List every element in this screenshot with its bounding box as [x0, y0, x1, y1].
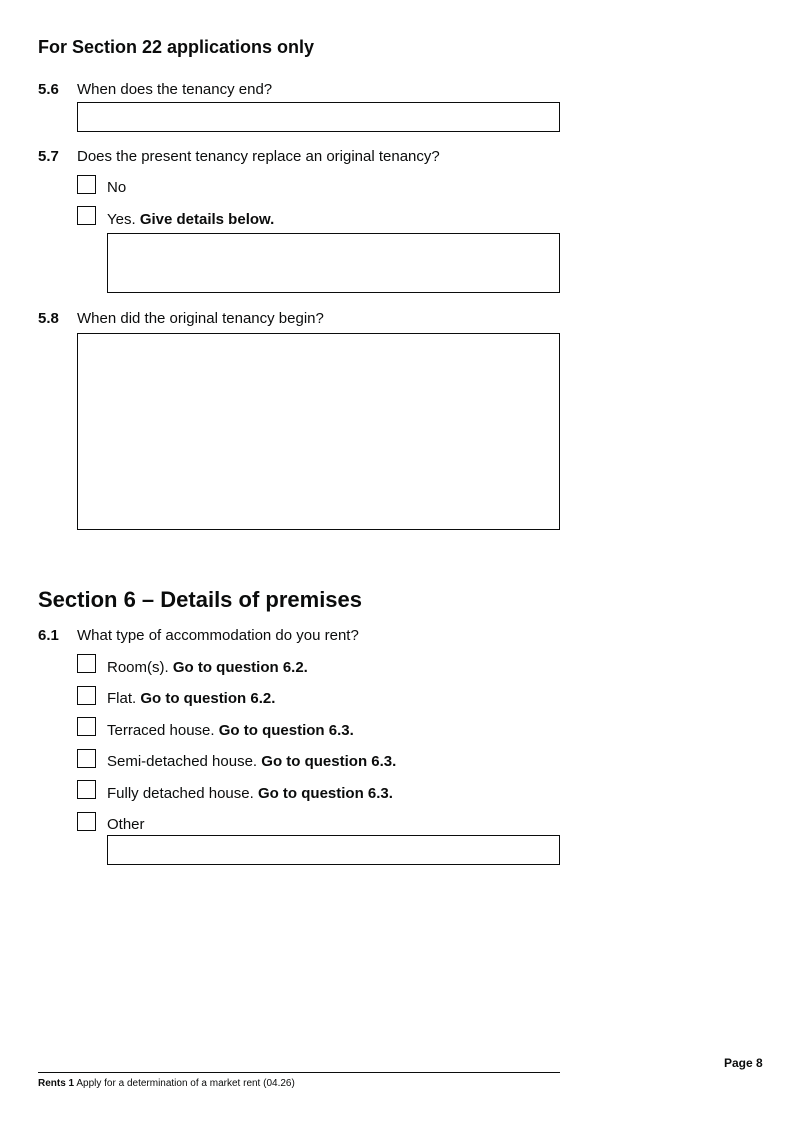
other-checkbox[interactable]	[77, 812, 96, 831]
fully-detached-house-checkbox[interactable]	[77, 780, 96, 799]
question-5-6-number: 5.6	[38, 81, 59, 98]
semi-detached-house-option	[107, 752, 396, 772]
footer-divider	[38, 1072, 560, 1073]
yes-option-instruction: Give details below.	[139, 211, 275, 228]
section22-heading: For Section 22 applications only	[38, 37, 315, 57]
footer-form-info	[38, 1077, 295, 1091]
question-5-7-text: Does the present tenancy replace an original tenancy?	[77, 148, 440, 165]
semi-detached-house-checkbox[interactable]	[77, 749, 96, 768]
terraced-house-checkbox[interactable]	[77, 717, 96, 736]
flat-checkbox[interactable]	[77, 686, 96, 705]
rooms-checkbox[interactable]	[77, 654, 96, 673]
option-label: Room(s).	[107, 659, 169, 676]
option-instruction: Go to question 6.2.	[172, 659, 308, 676]
question-5-6-text: When does the tenancy end?	[77, 81, 273, 98]
option-instruction: Go to question 6.2.	[140, 690, 276, 707]
question-5-7-number: 5.7	[38, 148, 59, 165]
option-label: Other	[107, 816, 145, 833]
original-tenancy-begin-input[interactable]	[77, 333, 560, 530]
option-label: Fully detached house.	[107, 785, 254, 802]
no-option-label: No	[107, 179, 127, 196]
fully-detached-house-option	[107, 784, 393, 804]
yes-option	[107, 210, 274, 230]
option-instruction: Go to question 6.3.	[261, 753, 397, 770]
question-5-8-number: 5.8	[38, 310, 59, 327]
terraced-house-option	[107, 721, 354, 741]
question-6-1-text: What type of accommodation do you rent?	[77, 627, 359, 644]
form-title: Apply for a determination of a market rent (04.26)	[76, 1078, 295, 1089]
no-checkbox[interactable]	[77, 175, 96, 194]
other-option	[107, 815, 145, 835]
option-instruction: Go to question 6.3.	[257, 785, 393, 802]
option-label: Terraced house.	[107, 722, 215, 739]
rooms-option	[107, 658, 308, 678]
tenancy-details-input[interactable]	[107, 233, 560, 293]
yes-option-label: Yes.	[107, 211, 136, 228]
yes-checkbox[interactable]	[77, 206, 96, 225]
section6-heading: Section 6 – Details of premises	[38, 587, 363, 612]
option-label: Flat.	[107, 690, 137, 707]
tenancy-end-input[interactable]	[77, 102, 560, 132]
question-6-1-number: 6.1	[38, 627, 59, 644]
option-instruction: Go to question 6.3.	[218, 722, 354, 739]
form-code: Rents 1	[38, 1078, 75, 1089]
page-number: Page 8	[724, 1056, 763, 1070]
question-5-8-text: When did the original tenancy begin?	[77, 310, 324, 327]
other-accommodation-input[interactable]	[107, 835, 560, 865]
option-label: Semi-detached house.	[107, 753, 258, 770]
flat-option	[107, 689, 275, 709]
